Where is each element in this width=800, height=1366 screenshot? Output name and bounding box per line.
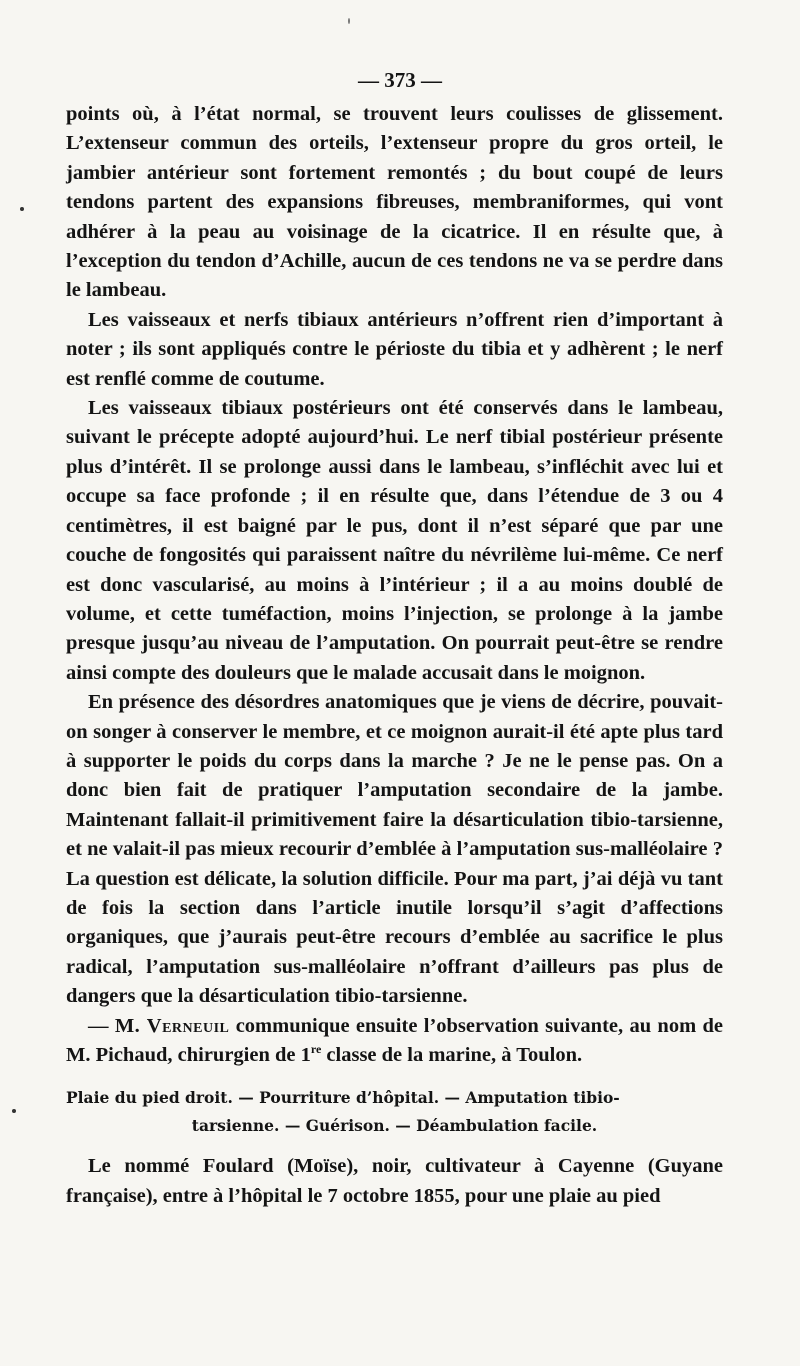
paper-speck (12, 1109, 16, 1113)
communication-text: communique ensuite l’observation suivante, au nom de M. Pichaud, chirurgien de 1 (66, 1014, 723, 1066)
heading-line-1: Plaie du pied droit. — Pourriture d’hôpital. — Amputation tibio- (66, 1088, 620, 1108)
paragraph-case: Le nommé Foulard (Moïse), noir, cultivateur à Cayenne (Guyane française), entre à l’hôpital le 7 octobre 1855, pour une plaie au pied (66, 1155, 723, 1207)
paragraph-amputation-discussion: En présence des désordres anatomiques que je viens de décrire, pouvait-on songer à conserver le membre, et ce moignon aurait-il été apte plus tard à supporter le poids du corps dans la marche ? Je ne le pense pas. On a donc bien fait de pratiquer l’amputation secondaire de la jambe. Maintenant fallait-il primitivement faire la désarticulation tibio-tarsienne, et ne valait-il pas mieux recourir d’emblée à l’amputation sus-malléolaire ? La question est délicate, la solution difficile. Pour ma part, j’ai déjà vu tant de fois la section dans l’article inutile lorsqu’il s’agit d’affections organiques, que j’aurais peut-être recours d’emblée au sacrifice le plus radical, l’amputation sus-malléolaire n’offrant d’ailleurs pas plus de dangers que la désarticulation tibio-tarsienne. (66, 691, 723, 1008)
communication-dash: — (88, 1014, 115, 1037)
body-text (66, 100, 723, 1211)
speaker-name: M. Verneuil (114, 1014, 230, 1037)
heading-line-2: tarsienne. — Guérison. — Déambulation facile. (191, 1116, 598, 1136)
paragraph-posterior-vessels: Les vaisseaux tibiaux postérieurs ont été conservés dans le lambeau, suivant le précepte adopté aujourd’hui. Le nerf tibial postérieur présente plus d’intérêt. Il se prolonge aussi dans le lambeau, s’infléchit avec lui et occupe sa face profonde ; il en résulte que, dans l’étendue de 3 ou 4 centimètres, il est baigné par le pus, dont il n’est séparé que par une couche de fongosités qui paraissent naître du névrilème lui-même. Ce nerf est donc vascularisé, au moins à l’intérieur ; il a au moins doublé de volume, et cette tuméfaction, moins l’injection, se prolonge à la jambe presque jusqu’au niveau de l’amputation. On pourrait peut-être se rendre ainsi compte des douleurs que le malade accusait dans le moignon. (66, 397, 723, 684)
ordinal-superscript: re (310, 1042, 322, 1057)
observation-heading (66, 1084, 723, 1140)
paragraph-communication (66, 1012, 723, 1071)
communication-text-end: classe de la marine, à Toulon. (321, 1044, 583, 1066)
paper-speck (348, 18, 350, 24)
page-number: — 373 — (358, 68, 442, 92)
paragraph-tendons: points où, à l’état normal, se trouvent leurs coulisses de glissement. L’extenseur commun des orteils, l’extenseur propre du gros orteil, le jambier antérieur sont fortement remontés ; du bout coupé de leurs tendons partent des expansions fibreuses, membraniformes, qui vont adhérer à la peau au voisinage de la cicatrice. Il en résulte que, à l’exception du tendon d’Achille, aucun de ces tendons ne va se perdre dans le lambeau. (66, 103, 723, 302)
paper-speck (20, 207, 24, 211)
paragraph-anterior-vessels: Les vaisseaux et nerfs tibiaux antérieurs n’offrent rien d’important à noter ; ils sont appliqués contre le périoste du tibia et y adhèrent ; le nerf est renflé comme de coutume. (66, 308, 723, 390)
